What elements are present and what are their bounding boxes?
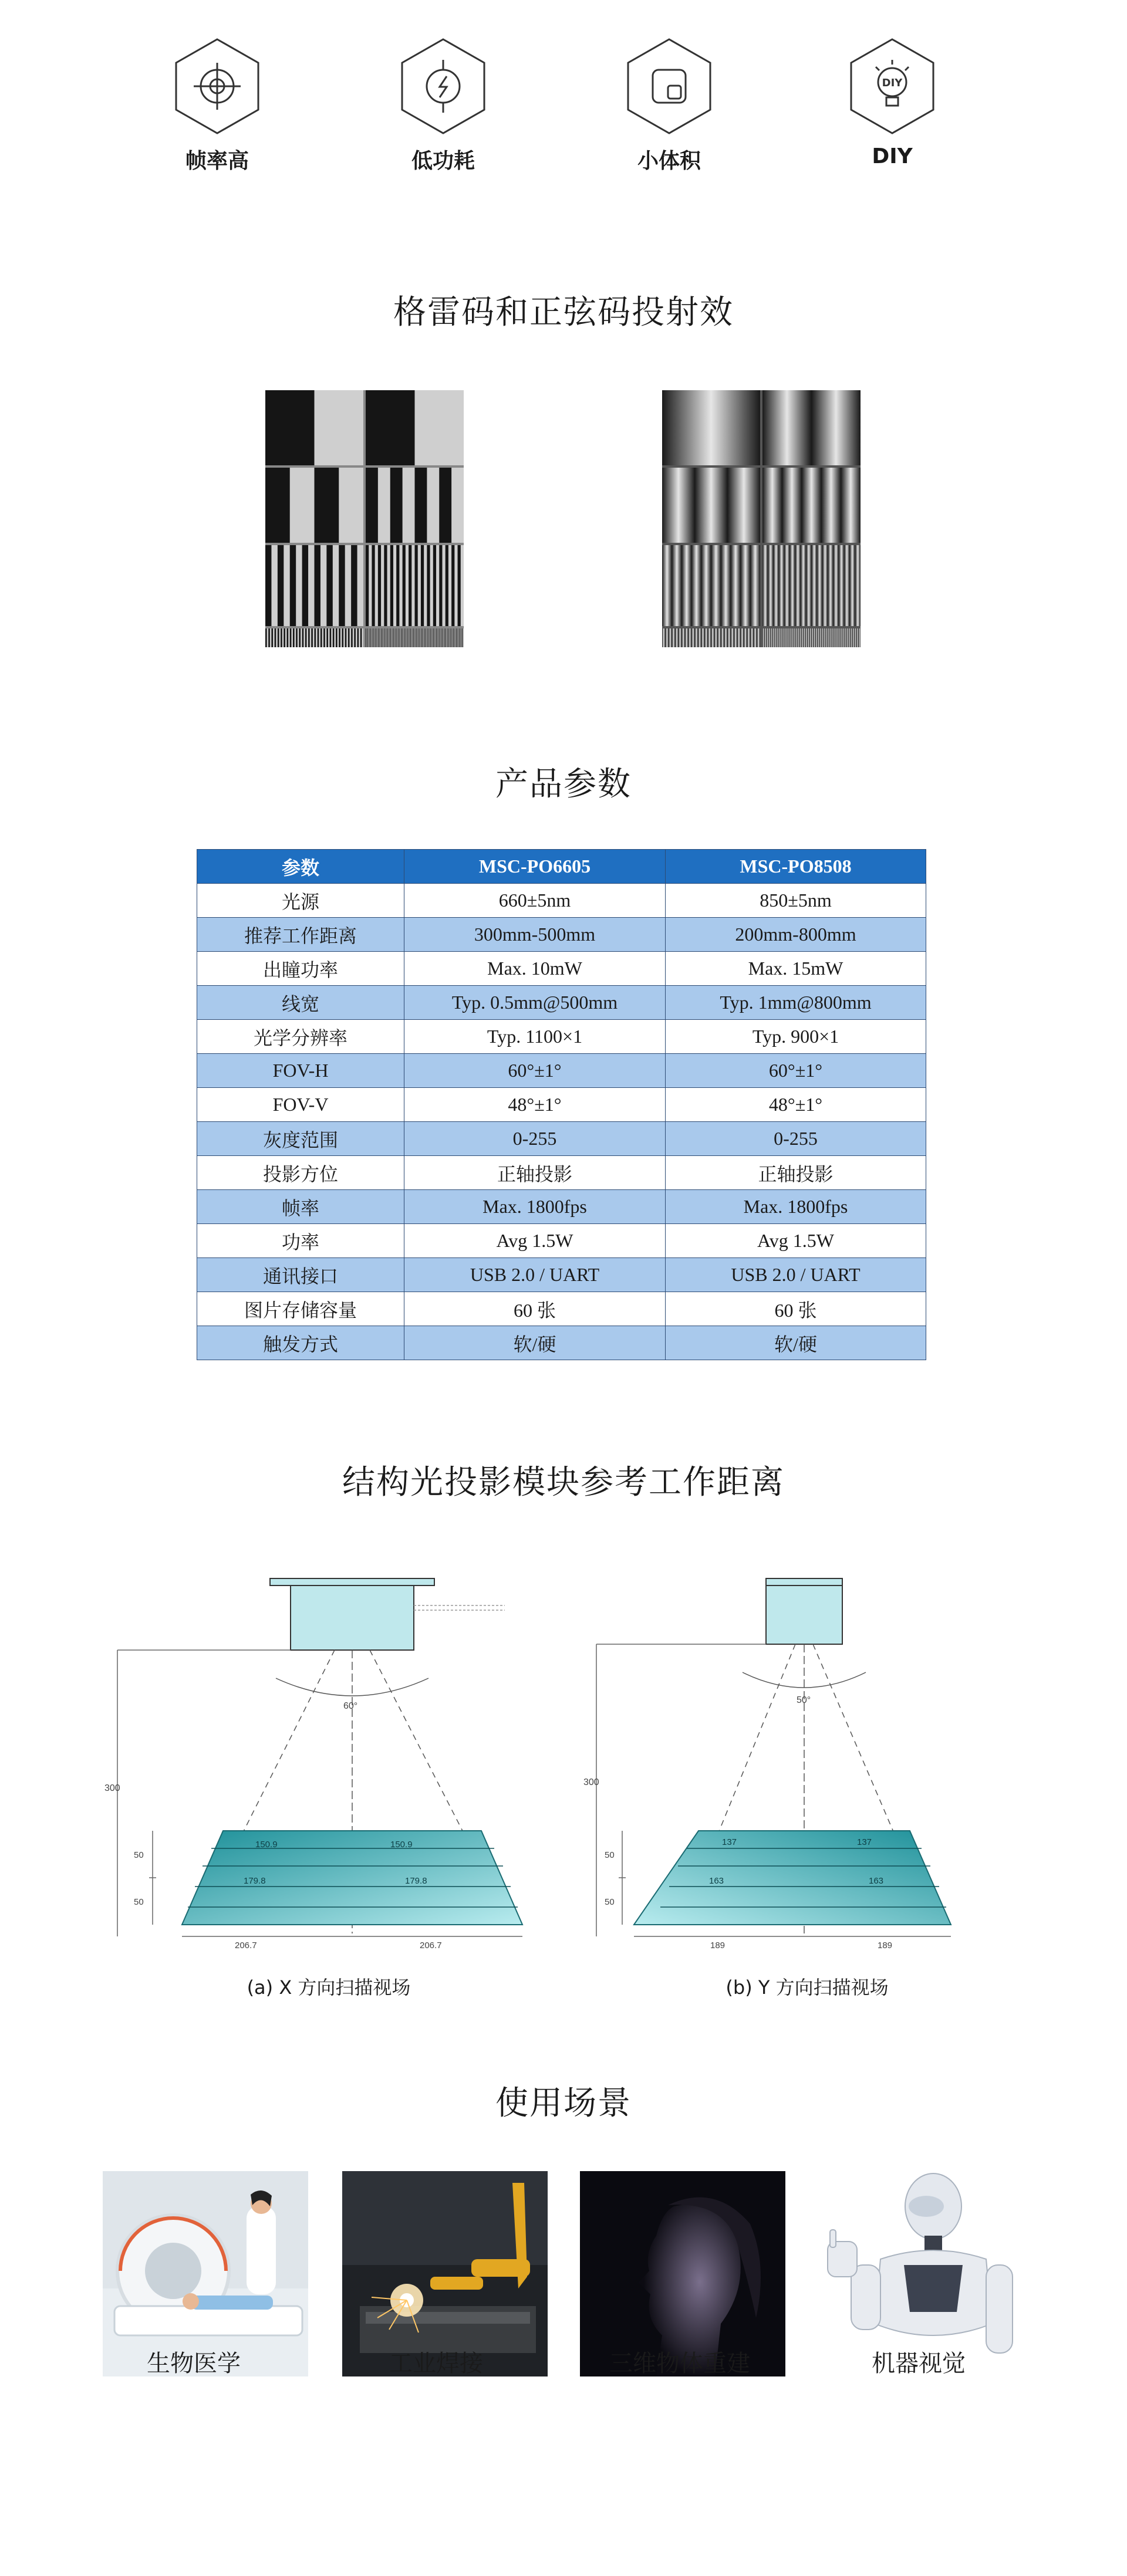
- feature-small-size: [599, 36, 740, 174]
- x-w2-left: 179.8: [244, 1876, 266, 1886]
- param-name-cell: 光学分辨率: [197, 1020, 404, 1054]
- y-w2-left: 163: [709, 1876, 724, 1886]
- distance-title: 结构光投影模块参考工作距离: [342, 1463, 785, 1502]
- param-value-cell: 60 张: [666, 1292, 926, 1326]
- param-value-cell: Max. 1800fps: [666, 1190, 926, 1224]
- table-row: [197, 952, 926, 986]
- sine-code-pattern-image: [662, 390, 861, 647]
- param-value-cell: USB 2.0 / UART: [666, 1258, 926, 1292]
- feature-diy: [822, 36, 963, 168]
- y-w2-right: 163: [869, 1876, 884, 1886]
- table-row: [197, 1088, 926, 1122]
- table-row: [197, 1190, 926, 1224]
- x-angle-label: 60°: [343, 1701, 358, 1711]
- param-value-cell: 正轴投影: [666, 1156, 926, 1190]
- param-name-cell: 推荐工作距离: [197, 918, 404, 952]
- param-value-cell: 48°±1°: [404, 1088, 666, 1122]
- param-name-cell: FOV-H: [197, 1054, 404, 1088]
- scene-label-welding: 工业焊接: [389, 2350, 483, 2377]
- table-row: [197, 1122, 926, 1156]
- param-name-cell: 灰度范围: [197, 1122, 404, 1156]
- x-scan-diagram: [100, 1573, 546, 1960]
- x-band2: 50: [134, 1897, 144, 1907]
- y-w1-right: 137: [857, 1837, 872, 1847]
- x-w2-right: 179.8: [405, 1876, 427, 1886]
- param-name-cell: 帧率: [197, 1190, 404, 1224]
- param-value-cell: 850±5nm: [666, 884, 926, 918]
- diy-icon-text: DIY: [882, 77, 903, 89]
- x-scan-caption: (a) X 方向扫描视场: [247, 1976, 411, 1999]
- param-value-cell: 300mm-500mm: [404, 918, 666, 952]
- param-value-cell: Typ. 1mm@800mm: [666, 986, 926, 1020]
- scene-label-3d: 三维物体重建: [609, 2350, 750, 2377]
- scenes-title: 使用场景: [495, 2084, 632, 2122]
- crosshair-icon: [170, 36, 264, 136]
- y-w3-right: 189: [878, 1941, 893, 1950]
- table-row: [197, 986, 926, 1020]
- param-value-cell: Avg 1.5W: [666, 1224, 926, 1258]
- table-row: [197, 884, 926, 918]
- y-scan-caption: (b) Y 方向扫描视场: [726, 1976, 889, 1999]
- y-w3-left: 189: [710, 1941, 726, 1950]
- gray-code-pattern-image: [265, 390, 464, 647]
- x-w3-left: 206.7: [235, 1941, 257, 1950]
- specs-title: 产品参数: [495, 765, 632, 803]
- feature-label: DIY: [872, 144, 913, 168]
- param-name-cell: 功率: [197, 1224, 404, 1258]
- param-name-cell: 图片存储容量: [197, 1292, 404, 1326]
- spec-table-header: [197, 850, 926, 884]
- x-band1: 50: [134, 1850, 144, 1860]
- y-height-label: 300: [583, 1777, 599, 1787]
- module-icon: [622, 36, 716, 136]
- header-model-6605: MSC-PO6605: [404, 850, 666, 884]
- x-w1-left: 150.9: [255, 1840, 278, 1850]
- table-row: [197, 1020, 926, 1054]
- param-value-cell: 0-255: [666, 1122, 926, 1156]
- param-name-cell: 出瞳功率: [197, 952, 404, 986]
- feature-low-power: [373, 36, 514, 174]
- param-value-cell: 60 张: [404, 1292, 666, 1326]
- y-scan-diagram: [581, 1573, 992, 1960]
- y-band1: 50: [605, 1850, 615, 1860]
- param-value-cell: 软/硬: [666, 1326, 926, 1360]
- lightbulb-icon: [845, 36, 939, 136]
- feature-row: [0, 36, 1127, 195]
- param-value-cell: 软/硬: [404, 1326, 666, 1360]
- x-w3-right: 206.7: [420, 1941, 442, 1950]
- table-row: [197, 1224, 926, 1258]
- param-name-cell: FOV-V: [197, 1088, 404, 1122]
- table-row: [197, 1258, 926, 1292]
- spec-table: [197, 849, 926, 1360]
- param-value-cell: 0-255: [404, 1122, 666, 1156]
- param-name-cell: 触发方式: [197, 1326, 404, 1360]
- y-band2: 50: [605, 1897, 615, 1907]
- power-chip-icon: [396, 36, 490, 136]
- feature-label: 低功耗: [411, 149, 475, 173]
- feature-label: 小体积: [637, 149, 701, 173]
- param-value-cell: Typ. 0.5mm@500mm: [404, 986, 666, 1020]
- x-height-label: 300: [104, 1783, 120, 1793]
- param-value-cell: 60°±1°: [404, 1054, 666, 1088]
- y-angle-label: 50°: [797, 1695, 811, 1705]
- param-value-cell: Max. 15mW: [666, 952, 926, 986]
- param-value-cell: Avg 1.5W: [404, 1224, 666, 1258]
- param-value-cell: 200mm-800mm: [666, 918, 926, 952]
- param-value-cell: 正轴投影: [404, 1156, 666, 1190]
- param-value-cell: 660±5nm: [404, 884, 666, 918]
- param-value-cell: Typ. 1100×1: [404, 1020, 666, 1054]
- scene-label-vision: 机器视觉: [872, 2350, 966, 2377]
- param-value-cell: USB 2.0 / UART: [404, 1258, 666, 1292]
- param-name-cell: 投影方位: [197, 1156, 404, 1190]
- table-row: [197, 918, 926, 952]
- table-row: [197, 1326, 926, 1360]
- param-name-cell: 线宽: [197, 986, 404, 1020]
- param-name-cell: 通讯接口: [197, 1258, 404, 1292]
- table-row: [197, 1156, 926, 1190]
- scene-label-medical: 生物医学: [147, 2350, 241, 2377]
- feature-label: 帧率高: [185, 149, 249, 173]
- param-value-cell: 48°±1°: [666, 1088, 926, 1122]
- table-row: [197, 1054, 926, 1088]
- param-name-cell: 光源: [197, 884, 404, 918]
- param-value-cell: Max. 1800fps: [404, 1190, 666, 1224]
- feature-high-fps: [147, 36, 288, 174]
- param-value-cell: Typ. 900×1: [666, 1020, 926, 1054]
- header-param: 参数: [197, 850, 404, 884]
- patterns-title: 格雷码和正弦码投射效: [393, 293, 734, 332]
- y-w1-left: 137: [722, 1837, 737, 1847]
- table-row: [197, 1292, 926, 1326]
- param-value-cell: Max. 10mW: [404, 952, 666, 986]
- param-value-cell: 60°±1°: [666, 1054, 926, 1088]
- x-w1-right: 150.9: [390, 1840, 413, 1850]
- header-model-8508: MSC-PO8508: [666, 850, 926, 884]
